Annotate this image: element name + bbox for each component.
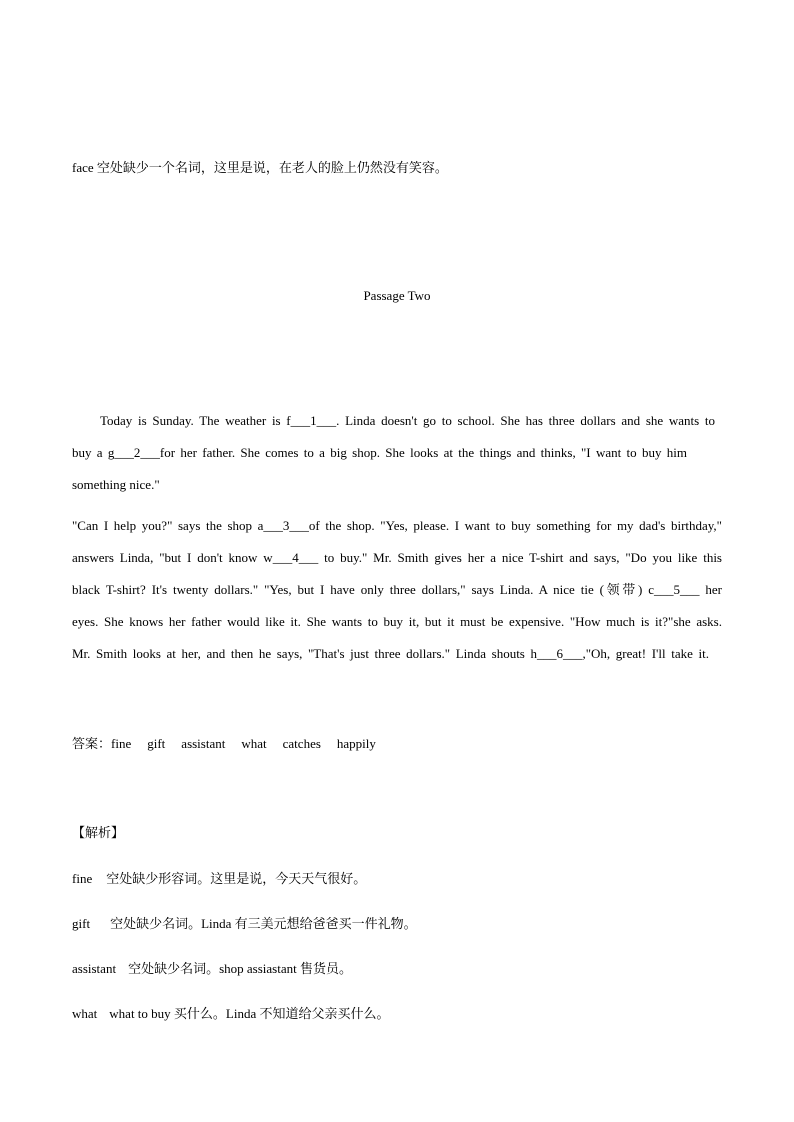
answer-item: fine: [111, 736, 132, 751]
analysis-term: gift: [72, 916, 91, 931]
answer-item: happily: [336, 736, 376, 751]
passage-line-6: black T-shirt? It's twenty dollars." "Yes, but I have only three dollars," says Linda. A nice tie (领带) c___5___ her: [72, 582, 722, 597]
analysis-item: [72, 916, 417, 932]
passage-line-5: answers Linda, "but I don't know w___4___ to buy." Mr. Smith gives her a nice T-shirt and says, "Do you like this: [72, 550, 722, 565]
analysis-term: what: [72, 1006, 98, 1021]
answers-line: [72, 736, 392, 752]
analysis-text: 空处缺少名词。Linda 有三美元想给爸爸买一件礼物。: [110, 916, 417, 931]
passage-line-4: "Can I help you?" says the shop a___3___of the shop. "Yes, please. I want to buy something for my dad's birthday,": [72, 518, 722, 533]
analysis-term: assistant: [72, 961, 117, 976]
analysis-term: fine: [72, 871, 93, 886]
passage-line-7: eyes. She knows her father would like it. She wants to buy it, but it must be expensive. "How much is it?"she asks.: [72, 614, 722, 629]
passage-line-2: buy a g___2___for her father. She comes to a big shop. She looks at the things and thinks, "I want to buy him: [72, 445, 687, 460]
answer-item: catches: [282, 736, 321, 751]
answer-item: what: [241, 736, 267, 751]
analysis-heading: 【解析】: [72, 825, 125, 840]
intro-line: face 空处缺少一个名词，这里是说，在老人的脸上仍然没有笑容。: [72, 160, 448, 175]
answer-item: assistant: [181, 736, 226, 751]
answer-item: gift: [147, 736, 166, 751]
answers-label: 答案：: [72, 736, 112, 751]
passage-line-8: Mr. Smith looks at her, and then he says, "That's just three dollars." Linda shouts h___6___,"Oh, great! I'll take it.: [72, 646, 709, 661]
passage-line-1: Today is Sunday. The weather is f___1___. Linda doesn't go to school. She has three dollars and she wants to: [100, 413, 715, 428]
analysis-item: [72, 1006, 390, 1022]
analysis-item: [72, 961, 352, 977]
passage-line-3: something nice.": [72, 477, 160, 492]
analysis-text: 空处缺少形容词。这里是说，今天天气很好。: [106, 871, 367, 886]
analysis-item: [72, 871, 366, 887]
analysis-text: 空处缺少名词。shop assiastant 售货员。: [128, 961, 352, 976]
passage-title: Passage Two: [363, 288, 431, 303]
analysis-text: what to buy 买什么。Linda 不知道给父亲买什么。: [109, 1006, 390, 1021]
